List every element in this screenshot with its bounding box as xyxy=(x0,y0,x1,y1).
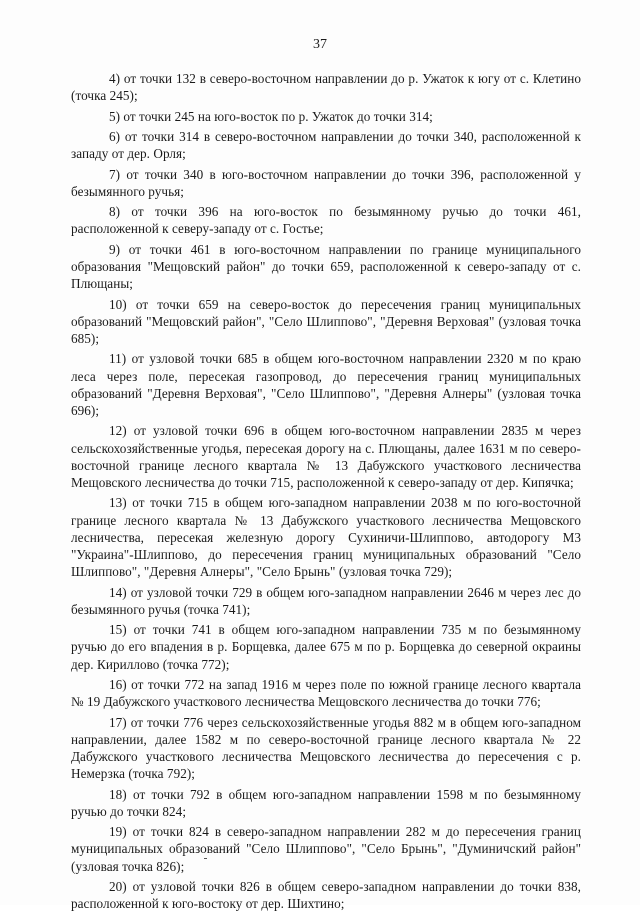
boundary-item-4: 4) от точки 132 в северо-восточном направлении до р. Ужаток к югу от с. Клетино (точка 245); xyxy=(71,71,581,104)
boundary-item-14: 14) от узловой точки 729 в общем юго-западном направлении 2646 м через лес до безымянного ручья (точка 741); xyxy=(71,584,581,617)
boundary-item-11: 11) от узловой точки 685 в общем юго-восточном направлении 2320 м по краю леса через поле, пересекая газопровод, до пересечения границ муниципальных образований "Деревня Верховая", "Село Шлиппово", "Деревня Алнеры" (узловая точка 696); xyxy=(71,351,581,418)
boundary-item-18: 18) от точки 792 в общем юго-западном направлении 1598 м по безымянному ручью до точки 824; xyxy=(71,786,581,819)
boundary-item-7: 7) от точки 340 в юго-восточном направлении до точки 396, расположенной у безымянного ручья; xyxy=(71,166,581,199)
boundary-item-8: 8) от точки 396 на юго-восток по безымянному ручью до точки 461, расположенной к северу-западу от с. Гостье; xyxy=(71,204,581,237)
boundary-item-6: 6) от точки 314 в северо-восточном направлении до точки 340, расположенной к западу от дер. Орля; xyxy=(71,128,581,162)
boundary-item-20: 20) от узловой точки 826 в общем северо-западном направлении до точки 838, расположенной к юго-востоку от дер. Шихтино; xyxy=(71,878,581,912)
scan-speck xyxy=(204,858,207,859)
boundary-item-15: 15) от точки 741 в общем юго-западном направлении 735 м по безымянному ручью до его впадения в р. Борщевка, далее 675 м по р. Борщевка до северной окраины дер. Кириллово (точка 772); xyxy=(71,622,581,672)
boundary-item-10: 10) от точки 659 на северо-восток до пересечения границ муниципальных образований "Мещовский район", "Село Шлиппово", "Деревня Верховая" (узловая точка 685); xyxy=(71,296,581,346)
page-number: 37 xyxy=(313,37,327,52)
boundary-item-13: 13) от точки 715 в общем юго-западном направлении 2038 м по юго-восточной границе лесного квартала № 13 Дабужского участкового лесничества Мещовского лесничества, пересекая железную дорогу Сухиничи-Шлиппово, автодорогу М3 "Украина"-Шлиппово, до пересечения границ муниципальных образований "Село Шлиппово", "Деревня Алнеры", "Село Брынь" (узловая точка 729); xyxy=(71,495,581,580)
boundary-item-12: 12) от узловой точки 696 в общем юго-восточном направлении 2835 м через сельскохозяйственные угодья, пересекая дорогу на с. Плющаны, далее 1631 м по северо-восточной границе лесного квартала № 13 Дабужского участкового лесничества Мещовского лесничества до точки 715, расположенной к северо-западу от дер. Кипячка; xyxy=(71,423,581,490)
boundary-item-17: 17) от точки 776 через сельскохозяйственные угодья 882 м в общем юго-западном направлении, далее 1582 м по северо-восточной границе лесного квартала № 22 Дабужского участкового лесничества Мещовского лесничества до пересечения с р. Немерзка (точка 792); xyxy=(71,714,581,782)
boundary-item-16: 16) от точки 772 на запад 1916 м через поле по южной границе лесного квартала № 19 Дабужского участкового лесничества Мещовского лесничества до точки 776; xyxy=(71,676,581,710)
boundary-item-9: 9) от точки 461 в юго-восточном направлении по границе муниципального образования "Мещовский район" до точки 659, расположенной к северо-западу от с. Плющаны; xyxy=(71,241,581,292)
boundary-item-19: 19) от точки 824 в северо-западном направлении 282 м до пересечения границ муниципальных образований "Село Шлиппово", "Село Брынь", "Думиничский район" (узловая точка 826); xyxy=(71,824,581,874)
boundary-item-5: 5) от точки 245 на юго-восток по р. Ужаток до точки 314; xyxy=(109,108,433,124)
document-body xyxy=(71,70,581,916)
